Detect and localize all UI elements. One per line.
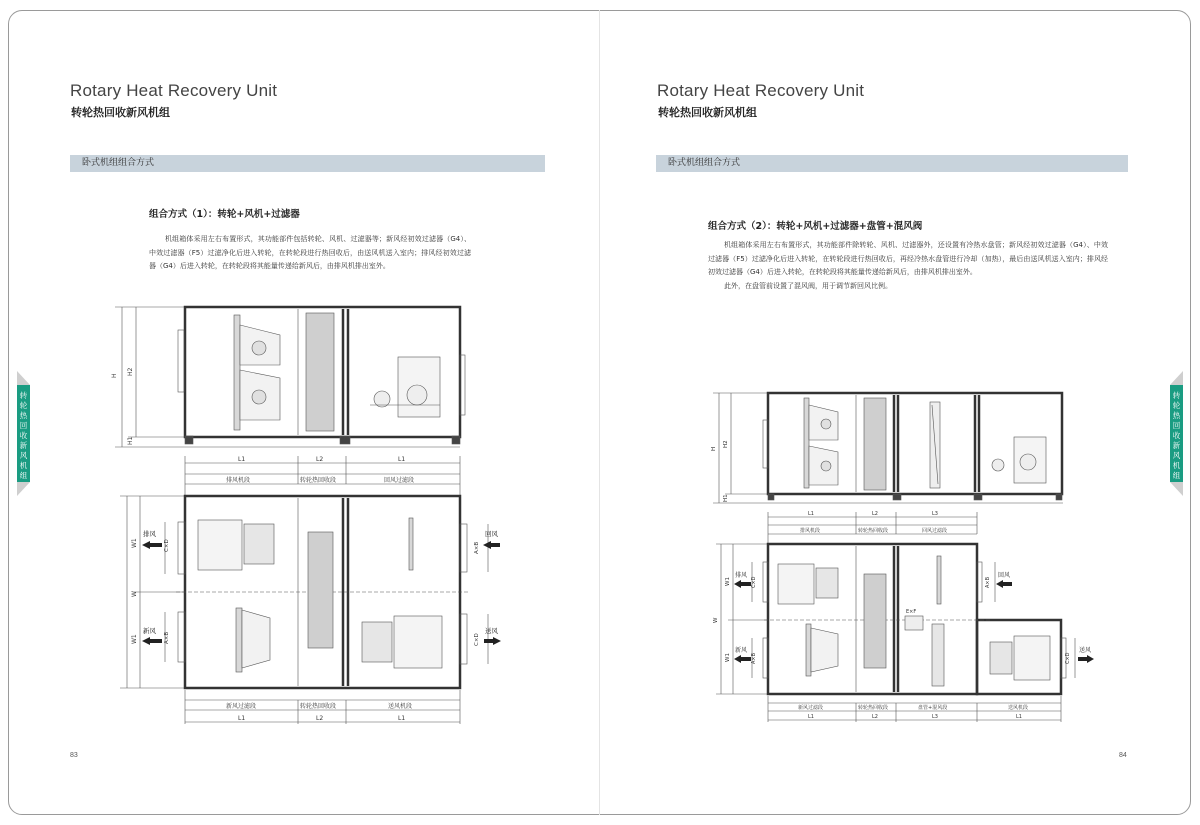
left-dim-H1: H1 bbox=[127, 436, 134, 445]
left-dim-L2-a: L2 bbox=[316, 456, 324, 463]
right-side-tab-label: 转轮热回收新风机组 bbox=[1172, 391, 1181, 480]
left-outlet-AB-a: A×B bbox=[164, 631, 170, 644]
right-dim-L3-b: L3 bbox=[932, 714, 938, 720]
right-outlet-CD-b: C×D bbox=[1065, 652, 1071, 664]
right-section-band: 卧式机组组合方式 bbox=[656, 155, 1128, 172]
left-dim-H: H bbox=[111, 373, 118, 378]
right-arrow-exhaust-icon bbox=[734, 580, 751, 588]
right-label-fresh: 新风 bbox=[735, 647, 748, 654]
left-description-text: 机组箱体采用左右布置形式，其功能部件包括转轮、风机、过滤器等；新风经初效过滤器（G4）、中效过滤器（F5）过滤净化后进入转轮，在转轮段进行热回收后，由送风机送入室内；排风经初效过滤器（G4）后进入转轮，在转轮段将其能量传递给新风后，由排风机排出室外。 bbox=[149, 235, 471, 270]
right-dim-L1-b: L1 bbox=[808, 714, 814, 720]
right-bottom-section-4: 送风机段 bbox=[1008, 705, 1029, 711]
right-dim-L3-a: L3 bbox=[932, 511, 938, 517]
left-combination-title: 组合方式（1）：转轮+风机+过滤器 bbox=[149, 209, 300, 220]
right-combination-title: 组合方式（2）：转轮+风机+过滤器+盘管+混风阀 bbox=[708, 221, 923, 232]
left-dim-W1-b: W1 bbox=[131, 634, 138, 644]
right-top-section-3: 回风过滤段 bbox=[922, 528, 948, 534]
right-arrow-supply-icon bbox=[1078, 655, 1094, 663]
right-label-return: 回风 bbox=[998, 572, 1011, 579]
left-top-section-2: 转轮热回收段 bbox=[300, 477, 337, 484]
left-dim-H2: H2 bbox=[127, 367, 134, 376]
right-outlet-AB-b: A×B bbox=[985, 576, 991, 588]
right-bottom-section-2: 转轮热回收段 bbox=[858, 705, 889, 711]
right-dim-L2-b: L2 bbox=[872, 714, 878, 720]
left-side-tab-label: 转轮热回收新风机组 bbox=[19, 391, 28, 480]
left-top-section-3: 回风过滤段 bbox=[384, 477, 415, 484]
right-dim-H1: H1 bbox=[723, 494, 729, 502]
right-elevation-view bbox=[713, 393, 1063, 503]
right-outlet-AB-a: A×B bbox=[751, 652, 757, 664]
right-dim-W: W bbox=[713, 617, 719, 623]
left-dim-L1-a: L1 bbox=[238, 456, 246, 463]
right-bottom-section-3: 盘管+混风段 bbox=[918, 705, 948, 711]
right-title-english: Rotary Heat Recovery Unit bbox=[657, 81, 865, 100]
right-dim-H2: H2 bbox=[723, 440, 729, 448]
left-page-number: 83 bbox=[70, 752, 78, 759]
left-dim-L2-b: L2 bbox=[316, 715, 324, 722]
left-label-fresh: 新风 bbox=[143, 627, 156, 635]
left-dim-L1-b: L1 bbox=[398, 456, 406, 463]
right-bottom-section-1: 新风过滤段 bbox=[798, 705, 824, 711]
right-dim-W1-a: W1 bbox=[725, 577, 731, 586]
right-dim-L1-a: L1 bbox=[808, 511, 814, 517]
left-section-band: 卧式机组组合方式 bbox=[70, 155, 545, 172]
left-label-exhaust: 排风 bbox=[143, 530, 156, 538]
right-dim-L1-c: L1 bbox=[1016, 714, 1022, 720]
left-title-chinese: 转轮热回收新风机组 bbox=[71, 106, 170, 119]
left-dim-W1-a: W1 bbox=[131, 538, 138, 548]
left-outlet-CD-b: C×D bbox=[474, 633, 480, 646]
right-dim-L2-a: L2 bbox=[872, 511, 878, 517]
left-top-section-1: 排风机段 bbox=[226, 477, 251, 484]
right-top-section-1: 排风机段 bbox=[800, 528, 821, 534]
right-dim-H: H bbox=[711, 446, 717, 451]
right-arrow-return-icon bbox=[996, 580, 1012, 588]
left-label-supply: 送风 bbox=[485, 627, 498, 635]
left-label-return: 回风 bbox=[485, 530, 498, 538]
right-label-exhaust: 排风 bbox=[735, 572, 748, 579]
left-bottom-section-1: 新风过滤段 bbox=[226, 703, 257, 710]
left-title-english: Rotary Heat Recovery Unit bbox=[70, 81, 278, 100]
right-dim-W1-b: W1 bbox=[725, 653, 731, 662]
left-dim-L1-c: L1 bbox=[238, 715, 246, 722]
right-page-number: 84 bbox=[1119, 752, 1127, 759]
left-outlet-CD-a: C×D bbox=[164, 539, 170, 552]
right-plan-view bbox=[716, 544, 1075, 694]
right-description-text-1: 机组箱体采用左右布置形式，其功能部件除转轮、风机、过滤器外，还设置有冷热水盘管；新风经初效过滤器（G4）、中效过滤器（F5）过滤净化后进入转轮，在转轮段进行热回收后，再经冷热水盘管进行冷却（加热），最后由送风机送入室内；排风经初效过滤器（G4）后进入转轮，在转轮段将其能量传递给新风后，由排风机排出室外。 bbox=[708, 241, 1108, 276]
right-top-section-2: 转轮热回收段 bbox=[858, 528, 889, 534]
left-dim-W: W bbox=[131, 591, 138, 597]
right-description-text-2: 此外，在盘管前设置了混风阀，用于调节新回风比例。 bbox=[724, 281, 892, 290]
right-label-supply: 送风 bbox=[1079, 647, 1092, 654]
right-title-chinese: 转轮热回收新风机组 bbox=[658, 106, 757, 119]
left-bottom-section-3: 送风机段 bbox=[388, 703, 413, 710]
left-outlet-AB-b: A×B bbox=[474, 541, 480, 554]
right-arrow-fresh-icon bbox=[734, 655, 751, 663]
right-outlet-CD-a: C×D bbox=[751, 576, 757, 588]
left-dim-L1-d: L1 bbox=[398, 715, 406, 722]
left-bottom-section-2: 转轮热回收段 bbox=[300, 703, 337, 710]
right-outlet-EF: E×F bbox=[906, 609, 917, 615]
